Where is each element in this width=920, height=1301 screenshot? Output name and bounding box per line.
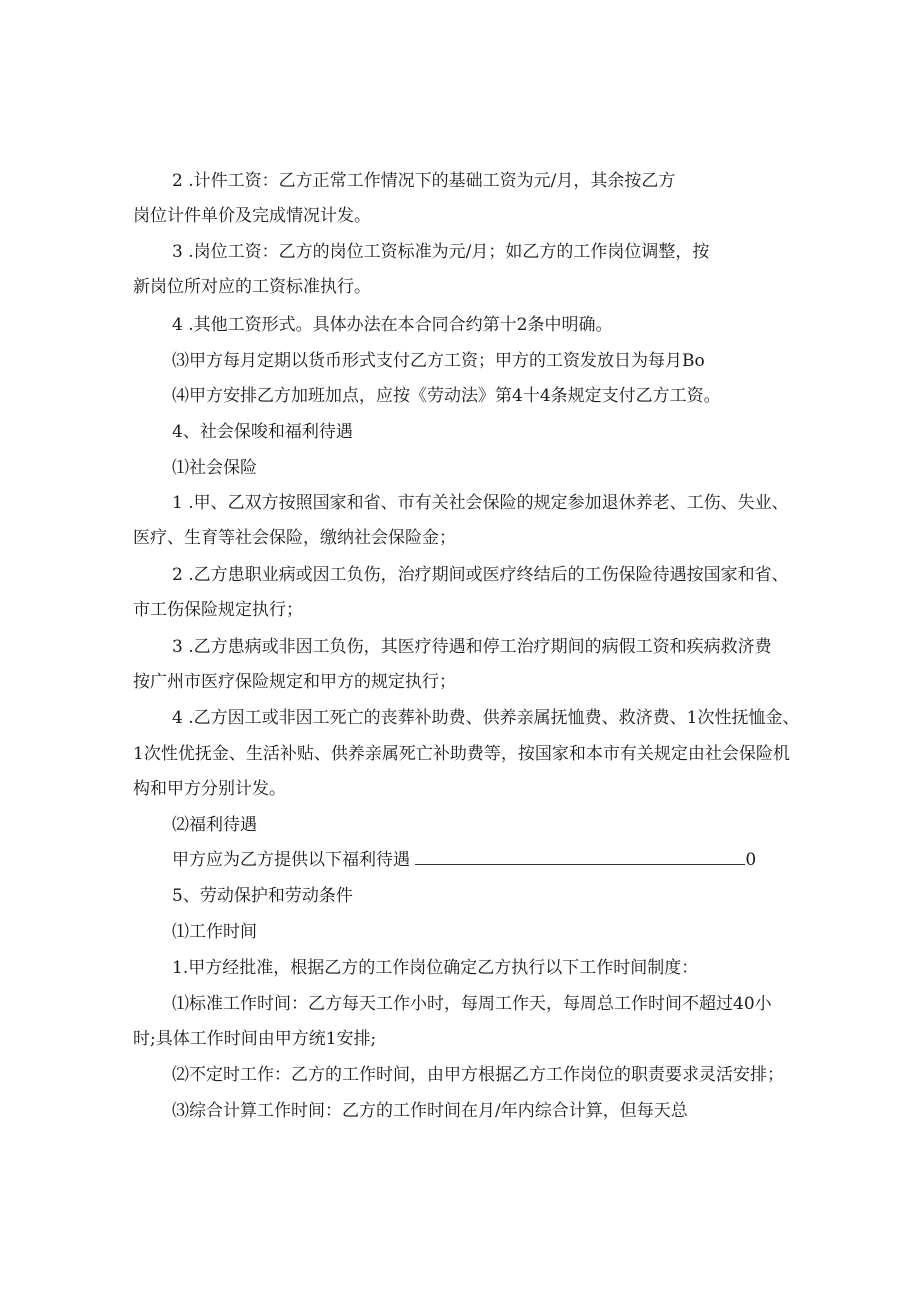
- welfare-suffix: 0: [745, 850, 757, 870]
- text-line: 3 .乙方患病或非因工负伤，其医疗待遇和停工治疗期间的病假工资和疾病救济费: [172, 637, 772, 657]
- text-line: 1 .甲、乙双方按照国家和省、市有关社会保险的规定参加退休养老、工伤、失业、: [172, 493, 789, 513]
- text-line: 构和甲方分别计发。: [133, 779, 286, 799]
- subsection-heading: ⑴社会保险: [172, 458, 257, 478]
- text-line: 市工伤保险规定执行；: [133, 600, 303, 620]
- subsection-heading: ⑴工作时间: [172, 922, 257, 942]
- fill-in-blank[interactable]: [415, 850, 745, 865]
- subsection-heading: ⑵福利待遇: [172, 815, 257, 835]
- text-line: ⑷甲方安排乙方加班加点，应按《劳动法》第4十4条规定支付乙方工资。: [172, 386, 721, 406]
- text-line: ⑶甲方每月定期以货币形式支付乙方工资；甲方的工资发放日为每月Bo: [172, 351, 705, 371]
- text-line: 医疗、生育等社会保险，缴纳社会保险金；: [133, 528, 456, 548]
- text-line: ⑴标准工作时间：乙方每天工作小时，每周工作天，每周总工作时间不超过40小: [172, 994, 772, 1014]
- text-line: 3 .岗位工资：乙方的岗位工资标准为元/月；如乙方的工作岗位调整，按: [172, 242, 710, 262]
- text-line: 2 .计件工资：乙方正常工作情况下的基础工资为元/月，其余按乙方: [172, 171, 676, 191]
- section-heading: 4、社会保唆和福利待遇: [172, 422, 353, 442]
- text-line: 4 .乙方因工或非因工死亡的丧葬补助费、供养亲属抚恤费、救济费、1次性抚恤金、: [172, 708, 800, 728]
- text-line: 2 .乙方患职业病或因工负伤，治疗期间或医疗终结后的工伤保险待遇按国家和省、: [172, 565, 789, 585]
- section-heading: 5、劳动保护和劳动条件: [172, 886, 353, 906]
- welfare-line: [172, 849, 756, 871]
- text-line: ⑶综合计算工作时间：乙方的工作时间在月/年内综合计算，但每天总: [172, 1101, 688, 1121]
- text-line: 1次性优抚金、生活补贴、供养亲属死亡补助费等，按国家和本市有关规定由社会保险机: [133, 744, 790, 764]
- text-line: 1.甲方经批准，根据乙方的工作岗位确定乙方执行以下工作时间制度：: [172, 958, 699, 978]
- welfare-label: 甲方应为乙方提供以下福利待遇: [172, 850, 410, 870]
- text-line: 新岗位所对应的工资标准执行。: [133, 277, 371, 297]
- text-line: 岗位计件单价及完成情况计发。: [133, 206, 371, 226]
- text-line: ⑵不定时工作：乙方的工作时间，由甲方根据乙方工作岗位的职责要求灵活安排；: [172, 1065, 784, 1085]
- text-line: 按广州市医疗保险规定和甲方的规定执行；: [133, 672, 456, 692]
- text-line: 时;具体工作时间由甲方统1安排;: [133, 1029, 377, 1049]
- text-line: 4 .其他工资形式。具体办法在本合同合约第十2条中明确。: [172, 315, 613, 335]
